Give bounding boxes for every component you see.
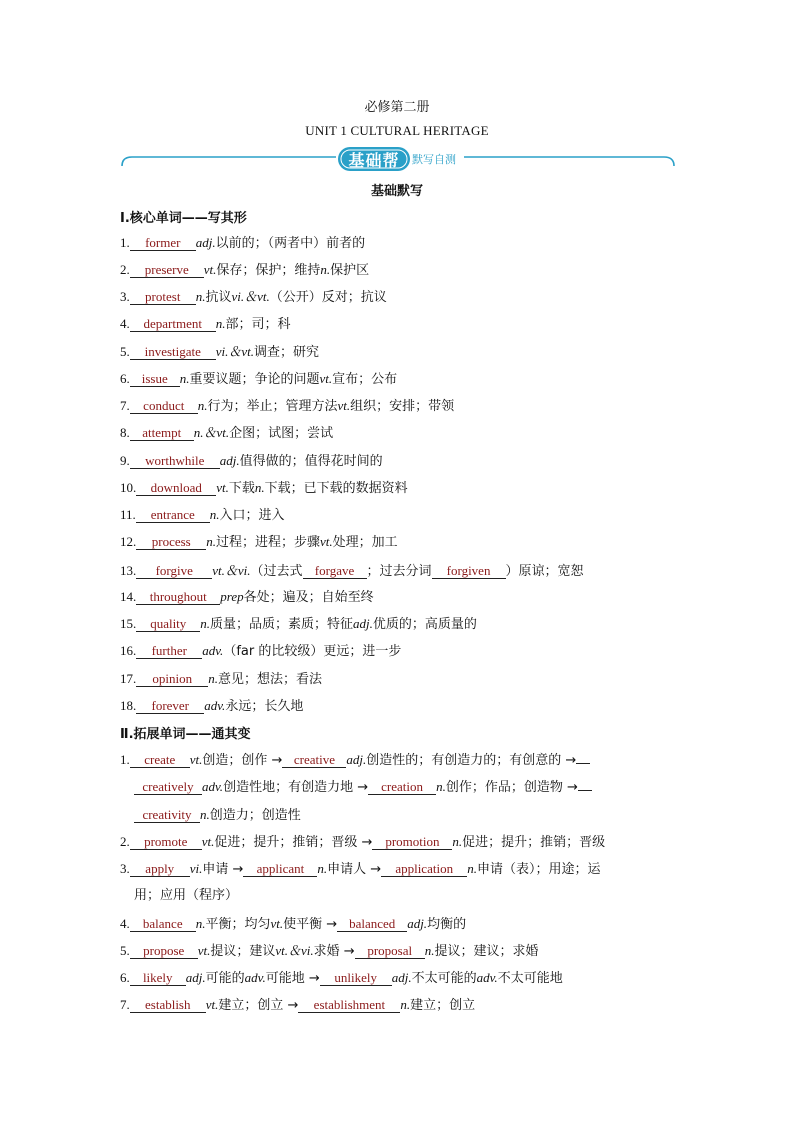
answer-blank: investigate bbox=[130, 344, 216, 360]
answer-blank: creativity bbox=[134, 807, 200, 823]
list-item bbox=[120, 261, 369, 280]
part-of-speech: vt. bbox=[337, 398, 351, 413]
part-of-speech: vi.＆vt. bbox=[231, 289, 270, 304]
answer-blank: opinion bbox=[136, 671, 208, 687]
definition: （far 的比较级）更远；进一步 bbox=[223, 644, 402, 659]
answer-blank: department bbox=[130, 316, 216, 332]
part-of-speech: adj. bbox=[353, 616, 373, 631]
item-number: 17. bbox=[120, 671, 137, 686]
definition: 永远；长久地 bbox=[225, 699, 304, 714]
list-item bbox=[120, 343, 319, 362]
item-number: 16. bbox=[120, 643, 137, 658]
answer-blank: forgave bbox=[303, 563, 367, 579]
list-item-continued: creativity n.创造力；创造性 bbox=[134, 806, 301, 825]
answer-blank-start bbox=[576, 763, 590, 764]
answer-blank: worthwhile bbox=[130, 453, 220, 469]
answer-blank: throughout bbox=[136, 589, 220, 605]
answer-blank: preserve bbox=[130, 262, 204, 278]
list-item bbox=[120, 642, 401, 661]
badge-label: 基础帮 bbox=[348, 151, 400, 170]
list-item bbox=[120, 288, 387, 307]
item-number: 10. bbox=[120, 480, 137, 495]
part-of-speech: vt. bbox=[320, 534, 333, 549]
part1-heading: Ⅰ.核心单词——写其形 bbox=[120, 211, 247, 226]
list-item bbox=[120, 424, 333, 443]
part-of-speech: adv. bbox=[202, 643, 224, 658]
definition: 质量；品质；素质；特征 bbox=[210, 617, 354, 632]
list-item: 7. establish vt.建立；创立 → establishment n.建立；创立 bbox=[120, 997, 476, 1013]
answer-blank: forgive bbox=[136, 563, 212, 579]
answer-blank: protest bbox=[130, 289, 196, 305]
badge-subtitle: 默写自测 bbox=[412, 153, 456, 166]
answer-blank: propose bbox=[130, 943, 198, 959]
answer-blank: issue bbox=[130, 371, 180, 387]
part-of-speech: n. bbox=[200, 616, 210, 631]
list-item bbox=[120, 479, 408, 498]
definition: 行为；举止；管理方法 bbox=[207, 399, 338, 414]
answer-blank: create bbox=[130, 752, 190, 768]
item-number: 12. bbox=[120, 534, 137, 549]
book-title: 必修第二册 bbox=[364, 100, 430, 115]
definition: 保护区 bbox=[330, 263, 370, 278]
answer-blank: creative bbox=[282, 752, 346, 768]
answer-blank: download bbox=[136, 480, 216, 496]
item-number: 1. bbox=[120, 235, 130, 250]
item-number: 4. bbox=[120, 316, 130, 331]
part-of-speech: prep bbox=[220, 589, 244, 604]
definition: 以前的；（两者中）前者的 bbox=[215, 236, 366, 251]
list-item: 1. create vt.创造；创作 → creative adj.创造性的；有创造力的；有创意的 → bbox=[120, 751, 590, 770]
definition: 各处；遍及；自始至终 bbox=[243, 590, 374, 605]
list-item: 5. propose vt.提议；建议vt.＆vi.求婚 → proposal n.提议；建议；求婚 bbox=[120, 943, 539, 959]
part-of-speech: adj. bbox=[219, 453, 240, 468]
item-number: 2. bbox=[120, 262, 130, 277]
item-number: 8. bbox=[120, 425, 130, 440]
answer-blank-start bbox=[578, 790, 592, 791]
part-of-speech: n. bbox=[179, 371, 190, 386]
list-item bbox=[120, 533, 398, 552]
part-of-speech: adj. bbox=[195, 235, 216, 250]
section-banner bbox=[118, 146, 678, 174]
definition: 处理；加工 bbox=[332, 535, 398, 550]
definition: 企图；试图；尝试 bbox=[229, 426, 334, 441]
answer-blank: forgiven bbox=[432, 563, 506, 579]
list-item: 3. apply vi.申请 → applicant n.申请人 → application n.申请（表）；用途；运 bbox=[120, 861, 601, 877]
definition: 值得做的；值得花时间的 bbox=[239, 454, 383, 469]
definition: 重要议题；争论的问题 bbox=[189, 372, 320, 387]
part-of-speech: n. bbox=[320, 262, 331, 277]
item-number: 15. bbox=[120, 616, 137, 631]
part2-heading: Ⅱ.拓展单词——通其变 bbox=[120, 727, 251, 742]
definition: 意见；想法；看法 bbox=[218, 672, 323, 687]
answer-blank: conduct bbox=[130, 398, 198, 414]
definition: 宣布；公布 bbox=[332, 372, 398, 387]
definition: 抗议 bbox=[205, 290, 232, 305]
definition: （公开）反对；抗议 bbox=[269, 290, 387, 305]
item-number: 6. bbox=[120, 371, 130, 386]
list-item bbox=[120, 615, 477, 634]
answer-blank: proposal bbox=[355, 943, 425, 959]
answer-blank: establish bbox=[130, 997, 206, 1013]
answer-blank: apply bbox=[130, 861, 190, 877]
answer-blank: balance bbox=[130, 916, 196, 932]
definition: 入口；进入 bbox=[219, 508, 285, 523]
list-item bbox=[120, 397, 454, 416]
part-of-speech: vt. bbox=[216, 480, 229, 495]
list-item bbox=[120, 315, 291, 334]
list-item bbox=[120, 452, 383, 471]
badge bbox=[338, 146, 410, 172]
list-item bbox=[120, 697, 303, 716]
list-item: 13. forgive vt.＆vi.（过去式 forgave ；过去分词 forgiven ）原谅；宽恕 bbox=[120, 563, 584, 579]
part-of-speech: n. bbox=[215, 316, 226, 331]
list-item bbox=[120, 370, 397, 389]
list-item: 4. balance n.平衡；均匀vt.使平衡 → balanced adj.均衡的 bbox=[120, 916, 467, 932]
part-of-speech: n.＆vt. bbox=[193, 425, 230, 440]
list-item-continued: 用；应用（程序） bbox=[134, 888, 239, 903]
answer-blank: application bbox=[381, 861, 467, 877]
part-of-speech: n. bbox=[209, 507, 220, 522]
answer-blank: promotion bbox=[372, 834, 452, 850]
list-item-continued: creatively adv.创造性地；有创造力地 → creation n.创作；作品；创造物 → bbox=[134, 778, 592, 797]
unit-title: UNIT 1 CULTURAL HERITAGE bbox=[305, 123, 489, 138]
list-item bbox=[120, 670, 322, 689]
answer-blank: likely bbox=[130, 970, 186, 986]
list-item bbox=[120, 234, 365, 253]
definition: 过程；进程；步骤 bbox=[216, 535, 321, 550]
answer-blank: unlikely bbox=[320, 970, 392, 986]
list-item bbox=[120, 506, 285, 525]
answer-blank: establishment bbox=[298, 997, 400, 1013]
definition: 部；司；科 bbox=[225, 317, 291, 332]
definition: 下载；已下载的数据资料 bbox=[264, 481, 408, 496]
item-number: 7. bbox=[120, 398, 130, 413]
answer-blank: applicant bbox=[243, 861, 317, 877]
answer-blank: creation bbox=[368, 779, 436, 795]
answer-blank: former bbox=[130, 235, 196, 251]
list-item: 2. promote vt.促进；提升；推销；晋级 → promotion n.促进；提升；推销；晋级 bbox=[120, 834, 606, 850]
section-title: 基础默写 bbox=[370, 184, 423, 199]
part-of-speech: n. bbox=[195, 289, 206, 304]
answer-blank: creatively bbox=[134, 779, 202, 795]
definition: 下载 bbox=[228, 481, 255, 496]
answer-blank: attempt bbox=[130, 425, 194, 441]
item-number: 11. bbox=[120, 507, 136, 522]
part-of-speech: vt. bbox=[319, 371, 333, 386]
item-number: 18. bbox=[120, 698, 137, 713]
answer-blank: balanced bbox=[337, 916, 407, 932]
definition: 组织；安排；带领 bbox=[350, 399, 455, 414]
item-number: 3. bbox=[120, 289, 130, 304]
part-of-speech: n. bbox=[208, 671, 218, 686]
part-of-speech: n. bbox=[197, 398, 208, 413]
list-item bbox=[120, 588, 374, 607]
part-of-speech: vi.＆vt. bbox=[215, 344, 255, 359]
answer-blank: promote bbox=[130, 834, 202, 850]
item-number: 14. bbox=[120, 589, 137, 604]
part-of-speech: n. bbox=[206, 534, 216, 549]
answer-blank: entrance bbox=[136, 507, 210, 523]
answer-blank: forever bbox=[136, 698, 204, 714]
definition: 保存；保护；维持 bbox=[216, 263, 321, 278]
part-of-speech: adv. bbox=[204, 698, 226, 713]
answer-blank: further bbox=[136, 643, 202, 659]
item-number: 5. bbox=[120, 344, 130, 359]
item-number: 9. bbox=[120, 453, 130, 468]
part-of-speech: vt. bbox=[203, 262, 217, 277]
definition: 调查；研究 bbox=[254, 345, 320, 360]
part-of-speech: n. bbox=[254, 480, 265, 495]
answer-blank: quality bbox=[136, 616, 200, 632]
definition: 优质的；高质量的 bbox=[372, 617, 477, 632]
list-item: 6. likely adj.可能的adv.可能地 → unlikely adj.不太可能的adv.不太可能地 bbox=[120, 970, 563, 986]
answer-blank: process bbox=[136, 534, 206, 550]
